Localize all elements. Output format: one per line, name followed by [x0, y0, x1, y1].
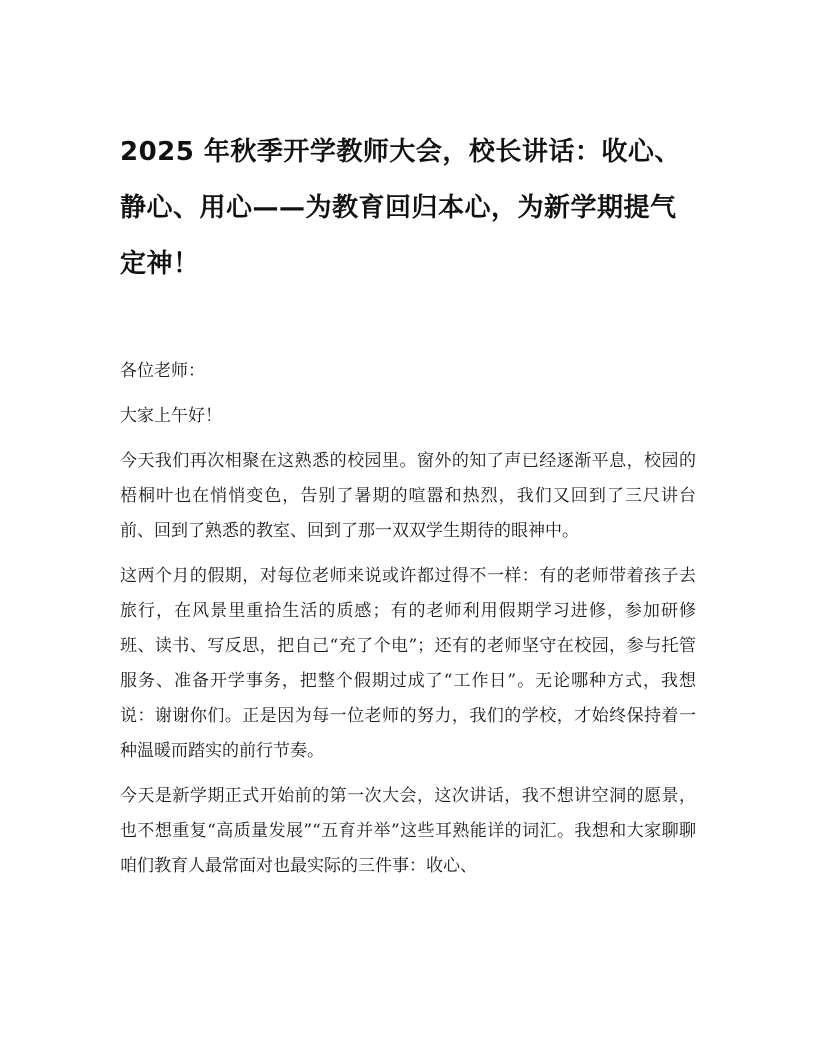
document-title: 2025 年秋季开学教师大会，校长讲话：收心、静心、用心——为教育回归本心，为新学期提气定神！	[120, 137, 681, 279]
greeting: 大家上午好！	[120, 406, 222, 426]
body-paragraph: 今天是新学期正式开始前的第一次大会，这次讲话，我不想讲空洞的愿景，也不想重复“高质量发展”“五育并举”这些耳熟能详的词汇。我想和大家聊聊咱们教育人最常面对也最实际的三件事：收心、	[120, 786, 696, 876]
salutation: 各位老师：	[120, 361, 205, 381]
body-paragraph: 今天我们再次相聚在这熟悉的校园里。窗外的知了声已经逐渐平息，校园的梧桐叶也在悄悄变色，告别了暑期的喧嚣和热烈，我们又回到了三尺讲台前、回到了熟悉的教室、回到了那一双双学生期待的眼神中。	[120, 451, 696, 541]
body-paragraph: 这两个月的假期，对每位老师来说或许都过得不一样：有的老师带着孩子去旅行，在风景里重拾生活的质感；有的老师利用假期学习进修，参加研修班、读书、写反思，把自己“充了个电”；还有的老师坚守在校园，参与托管服务、准备开学事务，把整个假期过成了“工作日”。无论哪种方式，我想说：谢谢你们。正是因为每一位老师的努力，我们的学校，才始终保持着一种温暖而踏实的前行节奏。	[120, 566, 696, 761]
document-body	[120, 354, 696, 894]
